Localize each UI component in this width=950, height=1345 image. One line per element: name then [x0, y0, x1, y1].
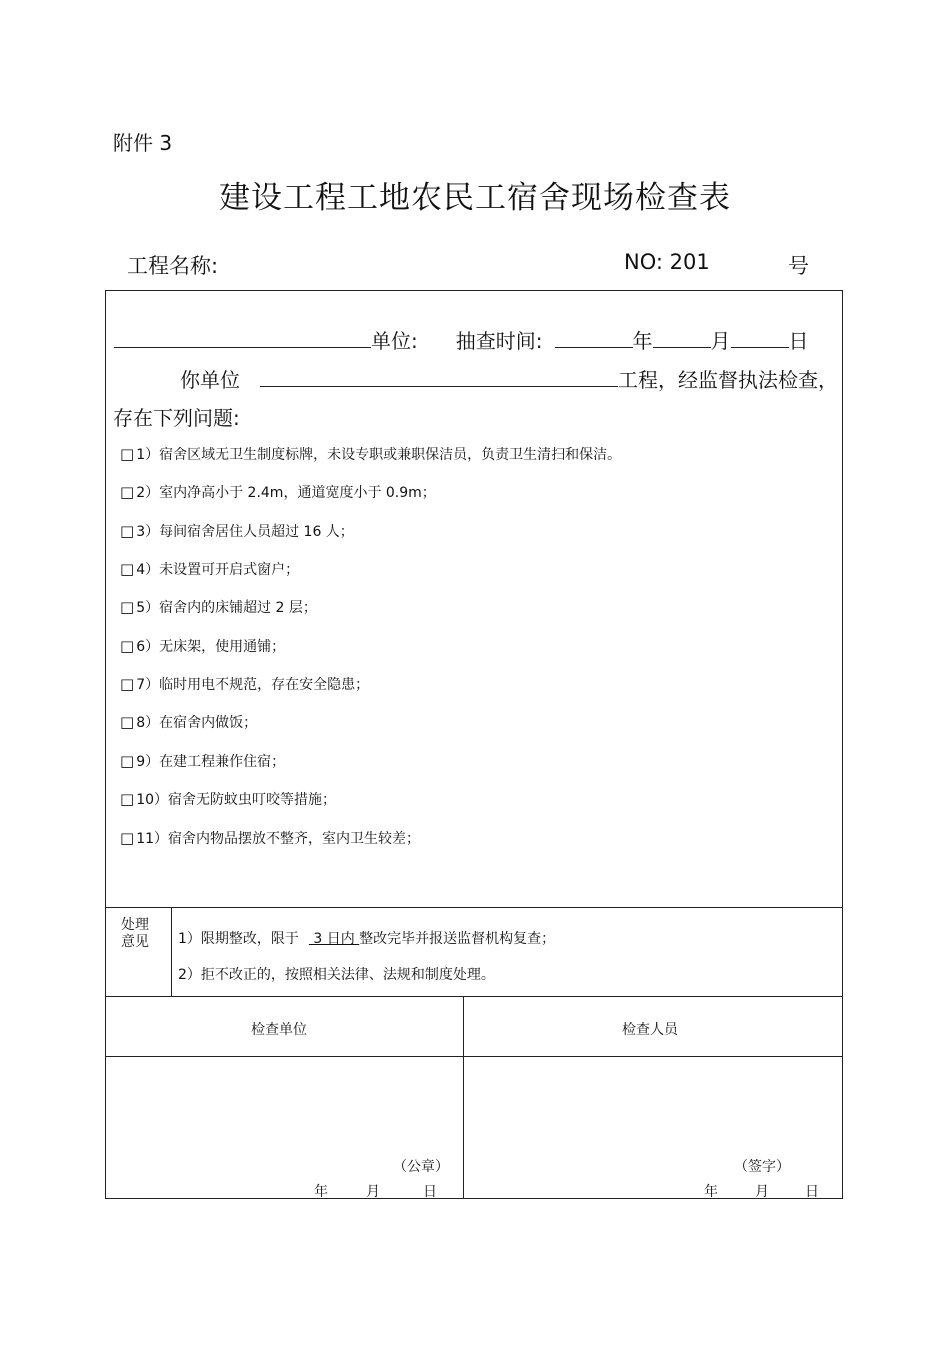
checkbox[interactable]: □	[120, 483, 135, 501]
seal-label: （公章）	[393, 1159, 449, 1175]
list-item: □ 9）在建工程兼作住宿；	[120, 752, 286, 770]
divider-sign-body	[105, 1056, 843, 1057]
form-number-label: NO: 201	[624, 250, 710, 274]
person-day-label: 日	[805, 1184, 819, 1200]
checkbox[interactable]: □	[120, 675, 135, 693]
divider-sign-header	[105, 996, 843, 997]
list-item: □ 2）室内净高小于 2.4m，通道宽度小于 0.9m；	[120, 483, 436, 501]
day-label: 日	[788, 329, 809, 353]
inspector-header: 检查人员	[622, 1022, 678, 1038]
unit-name-blank[interactable]	[114, 325, 371, 348]
person-month-label: 月	[755, 1184, 769, 1200]
list-item: □ 5）宿舍内的床铺超过 2 层；	[120, 598, 317, 616]
checkbox[interactable]: □	[120, 637, 135, 655]
month-label: 月	[710, 329, 731, 353]
opinion-line-2: 2）拒不改正的，按照相关法律、法规和制度处理。	[178, 967, 495, 983]
opinion-side-label: 处理意见	[121, 917, 149, 950]
unit-day-label: 日	[423, 1184, 437, 1200]
checkbox[interactable]: □	[120, 790, 135, 808]
notice-line-1	[114, 325, 809, 354]
list-item: □ 10）宿舍无防蚊虫叮咬等措施；	[120, 790, 337, 808]
list-item: □ 7）临时用电不规范，存在安全隐患；	[120, 675, 370, 693]
unit-label: 单位:	[371, 329, 418, 353]
checkbox[interactable]: □	[120, 829, 135, 847]
deadline-value: 3 日内	[308, 931, 360, 947]
problems-intro: 存在下列问题:	[113, 406, 240, 430]
checkbox[interactable]: □	[120, 445, 135, 463]
opinion-line-1: 1）限期整改，限于 3 日内 整改完毕并报送监督机构复查；	[178, 931, 556, 947]
divider-sign-columns	[463, 996, 464, 1199]
signature-label: （签字）	[734, 1159, 790, 1175]
project-name-label: 工程名称:	[127, 254, 219, 278]
project-suffix: 工程，经监督执法检查，	[618, 368, 838, 392]
unit-month-label: 月	[366, 1184, 380, 1200]
list-item: □ 11）宿舍内物品摆放不整齐，室内卫生较差；	[120, 829, 421, 847]
day-blank[interactable]	[731, 325, 789, 348]
checkbox[interactable]: □	[120, 713, 135, 731]
checkbox[interactable]: □	[120, 560, 135, 578]
unit-year-label: 年	[314, 1184, 328, 1200]
your-unit-label: 你单位	[180, 368, 240, 392]
attachment-label: 附件 3	[113, 131, 173, 155]
year-blank[interactable]	[555, 325, 633, 348]
year-label: 年	[632, 329, 653, 353]
checkbox[interactable]: □	[120, 598, 135, 616]
person-year-label: 年	[704, 1184, 718, 1200]
list-item: □ 3）每间宿舍居住人员超过 16 人；	[120, 522, 354, 540]
month-blank[interactable]	[653, 325, 711, 348]
inspection-unit-header: 检查单位	[251, 1022, 307, 1038]
list-item: □ 6）无床架，使用通铺；	[120, 637, 286, 655]
checkbox[interactable]: □	[120, 752, 135, 770]
notice-line-2	[180, 364, 838, 393]
form-number-suffix: 号	[788, 254, 809, 278]
list-item: □ 8）在宿舍内做饭；	[120, 713, 258, 731]
project-blank[interactable]	[260, 364, 618, 387]
checkbox[interactable]: □	[120, 522, 135, 540]
list-item: □ 1）宿舍区域无卫生制度标牌，未设专职或兼职保洁员，负责卫生清扫和保洁。	[120, 445, 622, 463]
divider-opinion-side	[171, 907, 172, 996]
divider-opinion	[105, 907, 843, 908]
check-time-label: 抽查时间:	[455, 329, 543, 353]
list-item: □ 4）未设置可开启式窗户；	[120, 560, 300, 578]
page-title: 建设工程工地农民工宿舍现场检查表	[219, 180, 731, 216]
